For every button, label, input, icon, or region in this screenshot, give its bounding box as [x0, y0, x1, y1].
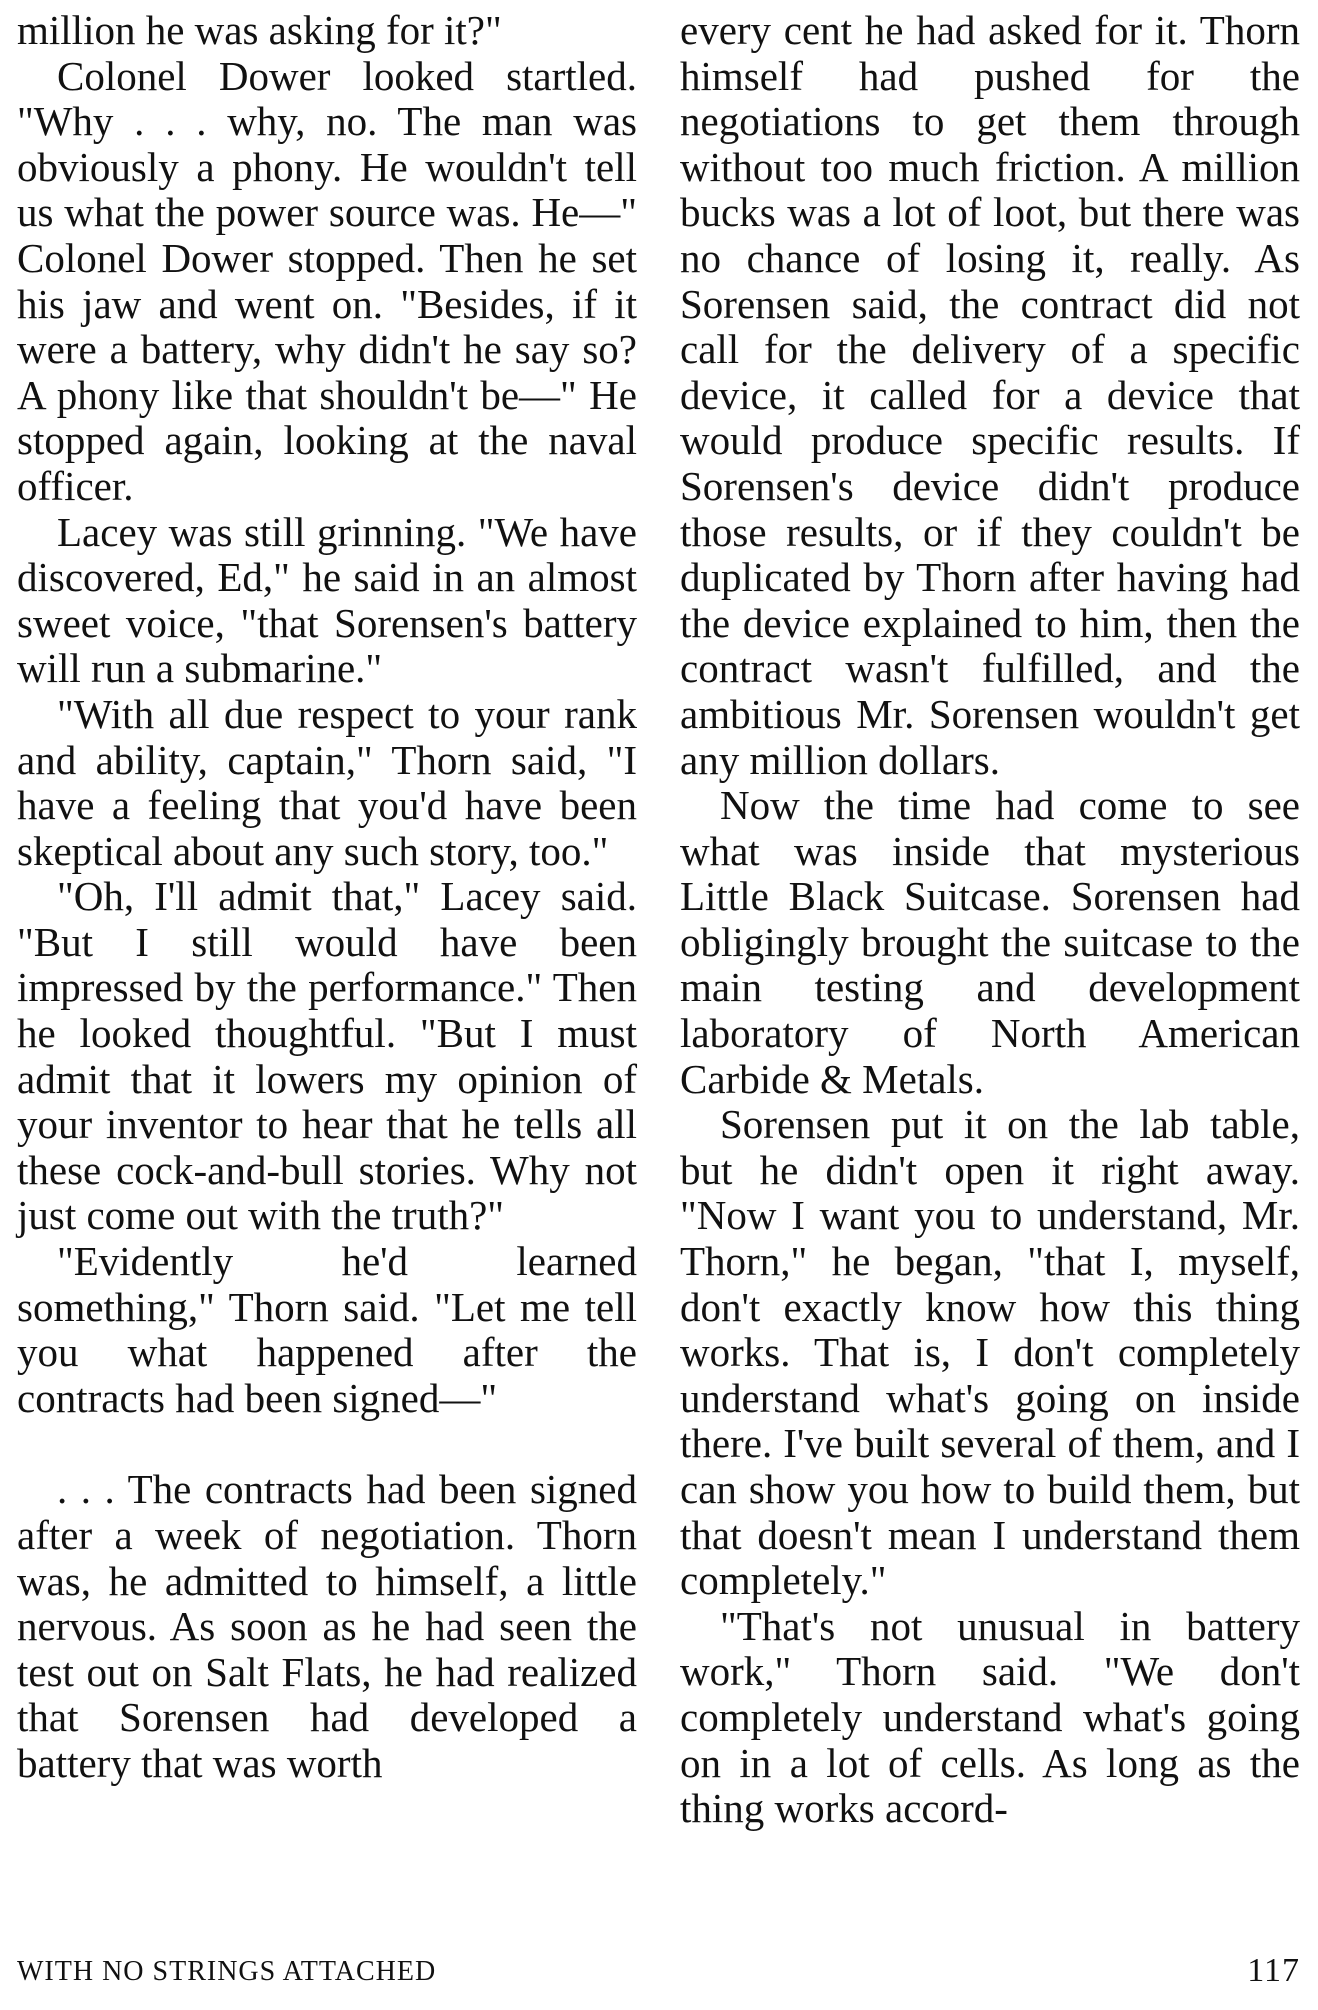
paragraph: Sorensen put it on the lab table, but he didn't open it right away. "Now I want you to understand, Mr. Thorn," he began, "that I, myself, don't exactly know how this thing works. That is, I don't completely understand what's going on inside there. I've built several of them, and I can show you how to build them, but that doesn't mean I understand them completely." — [680, 1101, 1300, 1604]
paragraph: "Oh, I'll admit that," Lacey said. "But I still would have been impressed by the performance." Then he looked thoughtful. "But I must admit that it lowers my opinion of your inventor to hear that he tells all these cock-and-bull stories. Why not just come out with the truth?" — [17, 873, 637, 1239]
paragraph: every cent he had asked for it. Thorn himself had pushed for the negotiations to get them through without too much friction. A million bucks was a lot of loot, but there was no chance of losing it, really. As Sorensen said, the contract did not call for the delivery of a specific device, it called for a device that would produce specific results. If Sorensen's device didn't produce those results, or if they couldn't be duplicated by Thorn after having had the device explained to him, then the contract wasn't fulfilled, and the ambitious Mr. Sorensen wouldn't get any million dollars. — [680, 7, 1300, 783]
page-number: 117 — [1247, 1952, 1300, 1989]
left-column — [17, 8, 637, 1787]
paragraph: Colonel Dower looked startled. "Why . . . why, no. The man was obviously a phony. He wouldn't tell us what the power source was. He—" Colonel Dower stopped. Then he set his jaw and went on. "Besides, if it were a battery, why didn't he say so? A phony like that shouldn't be—" He stopped again, looking at the naval officer. — [17, 52, 637, 509]
paragraph: Now the time had come to see what was inside that mysterious Little Black Suitcase. Sorensen had obligingly brought the suitcase to the main testing and development laboratory of North American Carbide & Metals. — [680, 782, 1300, 1102]
paragraph: "With all due respect to your rank and ability, captain," Thorn said, "I have a feeling that you'd have been skeptical about any such story, too." — [17, 690, 637, 874]
paragraph: "Evidently he'd learned something," Thorn said. "Let me tell you what happened after the contracts had been signed—" — [17, 1238, 637, 1421]
paragraph: . . . The contracts had been signed after a week of negotiation. Thorn was, he admitted to himself, a little nervous. As soon as he had seen the test out on Salt Flats, he had realized that Sorensen had developed a battery that was worth — [17, 1466, 637, 1786]
paragraph: "That's not unusual in battery work," Thorn said. "We don't completely understand what's going on in a lot of cells. As long as the thing works accord- — [680, 1602, 1300, 1832]
paragraph: million he was asking for it?" — [17, 7, 502, 53]
paragraph: Lacey was still grinning. "We have discovered, Ed," he said in an almost sweet voice, "that Sorensen's battery will run a submarine." — [17, 508, 637, 692]
running-title: WITH NO STRINGS ATTACHED — [17, 1956, 437, 1987]
right-column — [680, 8, 1300, 1832]
